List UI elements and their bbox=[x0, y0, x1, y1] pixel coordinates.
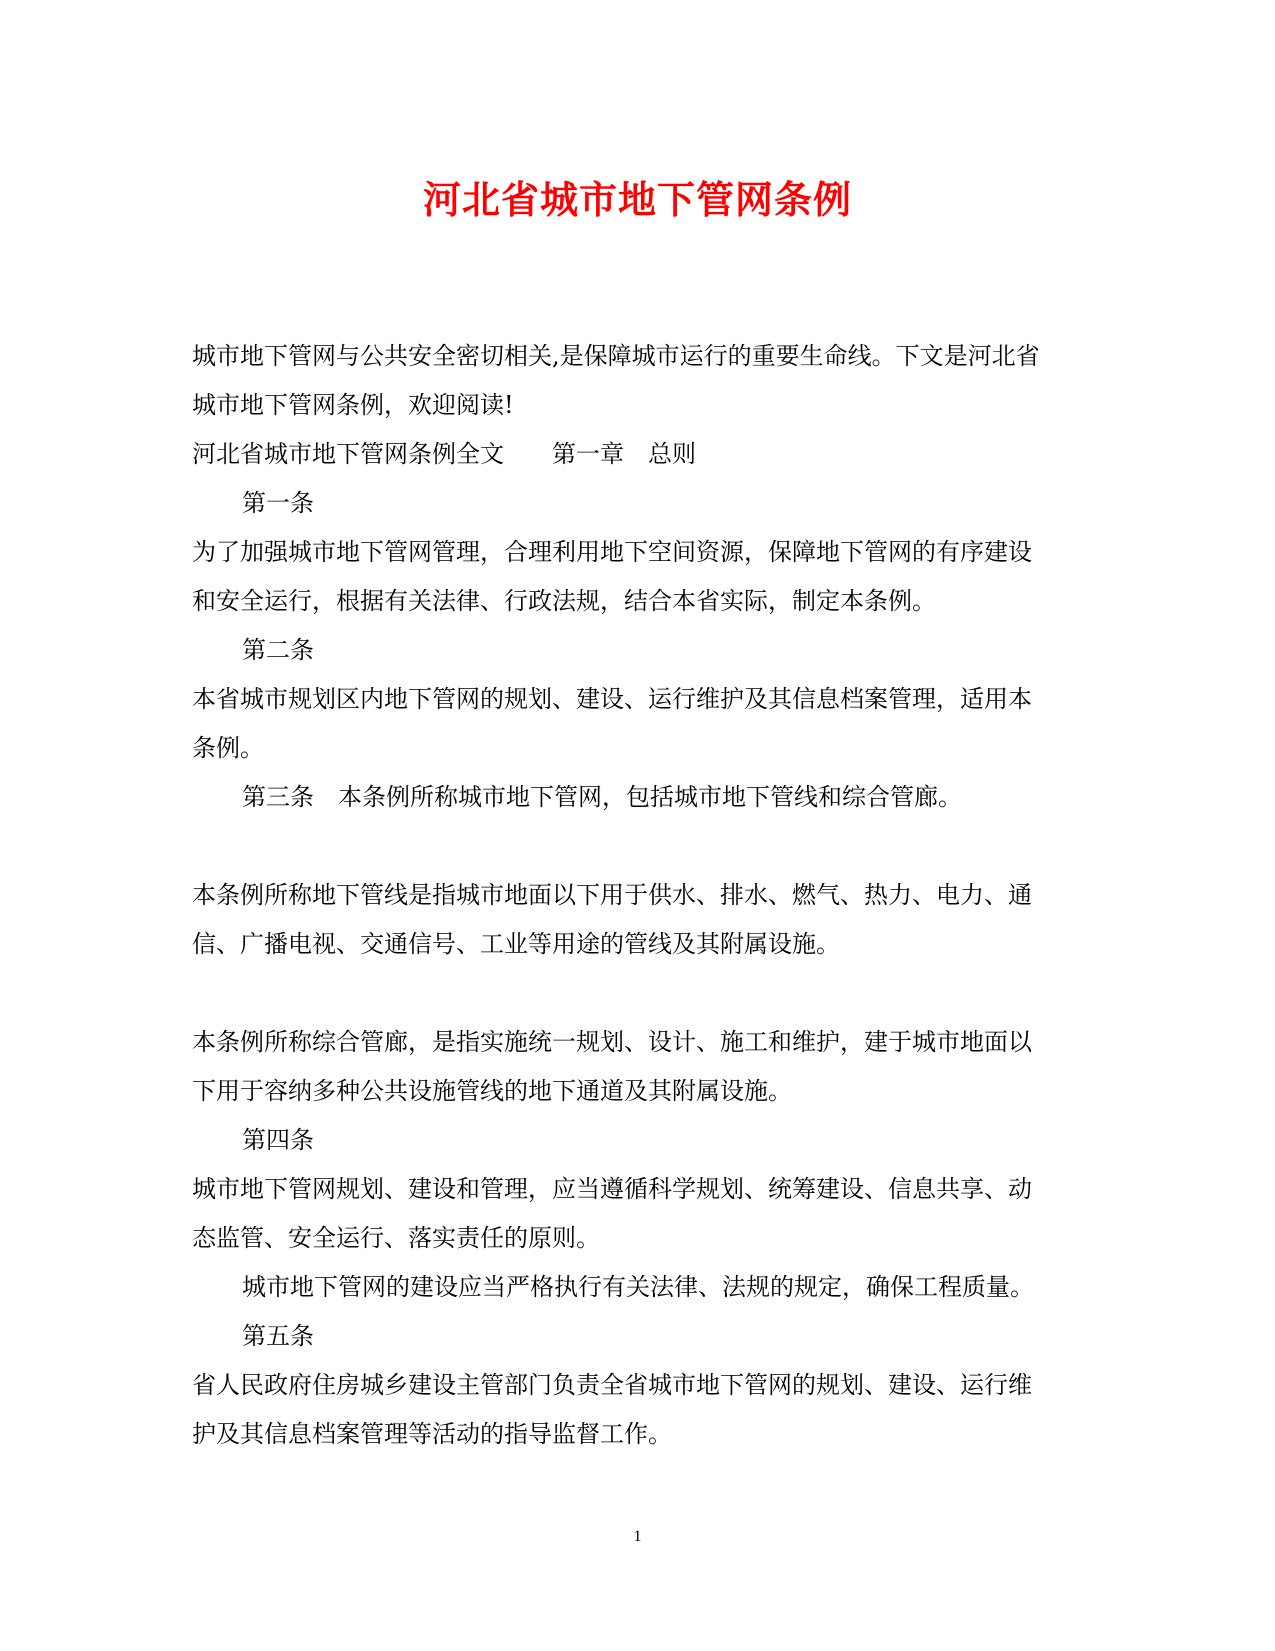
text-line: 城市地下管网规划、建设和管理，应当遵循科学规划、统筹建设、信息共享、动 bbox=[192, 1175, 1032, 1203]
text-line: 和安全运行，根据有关法律、行政法规，结合本省实际，制定本条例。 bbox=[192, 587, 936, 615]
document-body bbox=[192, 332, 1082, 1459]
text-line: 态监管、安全运行、落实责任的原则。 bbox=[192, 1224, 600, 1252]
text-line: 下用于容纳多种公共设施管线的地下通道及其附属设施。 bbox=[192, 1077, 792, 1105]
text-line: 省人民政府住房城乡建设主管部门负责全省城市地下管网的规划、建设、运行维 bbox=[192, 1371, 1032, 1399]
text-line: 信、广播电视、交通信号、工业等用途的管线及其附属设施。 bbox=[192, 930, 840, 958]
article-heading: 第一条 bbox=[242, 489, 314, 517]
text-line: 城市地下管网与公共安全密切相关,是保障城市运行的重要生命线。下文是河北省 bbox=[192, 342, 1040, 370]
text-line: 本条例所称地下管线是指城市地面以下用于供水、排水、燃气、热力、电力、通 bbox=[192, 881, 1032, 909]
paragraph-gap bbox=[192, 822, 1082, 871]
article-heading: 第四条 bbox=[242, 1126, 314, 1154]
text-line: 河北省城市地下管网条例全文 第一章 总则 bbox=[192, 440, 696, 468]
article-heading: 第五条 bbox=[242, 1322, 314, 1350]
text-line: 本省城市规划区内地下管网的规划、建设、运行维护及其信息档案管理，适用本 bbox=[192, 685, 1032, 713]
text-line: 本条例所称综合管廊，是指实施统一规划、设计、施工和维护，建于城市地面以 bbox=[192, 1028, 1032, 1056]
paragraph-gap bbox=[192, 969, 1082, 1018]
page-number: 1 bbox=[633, 1528, 642, 1545]
text-line: 护及其信息档案管理等活动的指导监督工作。 bbox=[192, 1420, 672, 1448]
article-heading: 第二条 bbox=[242, 636, 314, 664]
text-line: 条例。 bbox=[192, 734, 264, 762]
text-line: 城市地下管网的建设应当严格执行有关法律、法规的规定，确保工程质量。 bbox=[242, 1273, 1034, 1301]
article-heading: 第三条 本条例所称城市地下管网，包括城市地下管线和综合管廊。 bbox=[242, 783, 962, 811]
text-line: 城市地下管网条例，欢迎阅读! bbox=[192, 391, 514, 419]
text-line: 为了加强城市地下管网管理，合理利用地下空间资源，保障地下管网的有序建设 bbox=[192, 538, 1032, 566]
document-title: 河北省城市地下管网条例 bbox=[422, 177, 852, 222]
